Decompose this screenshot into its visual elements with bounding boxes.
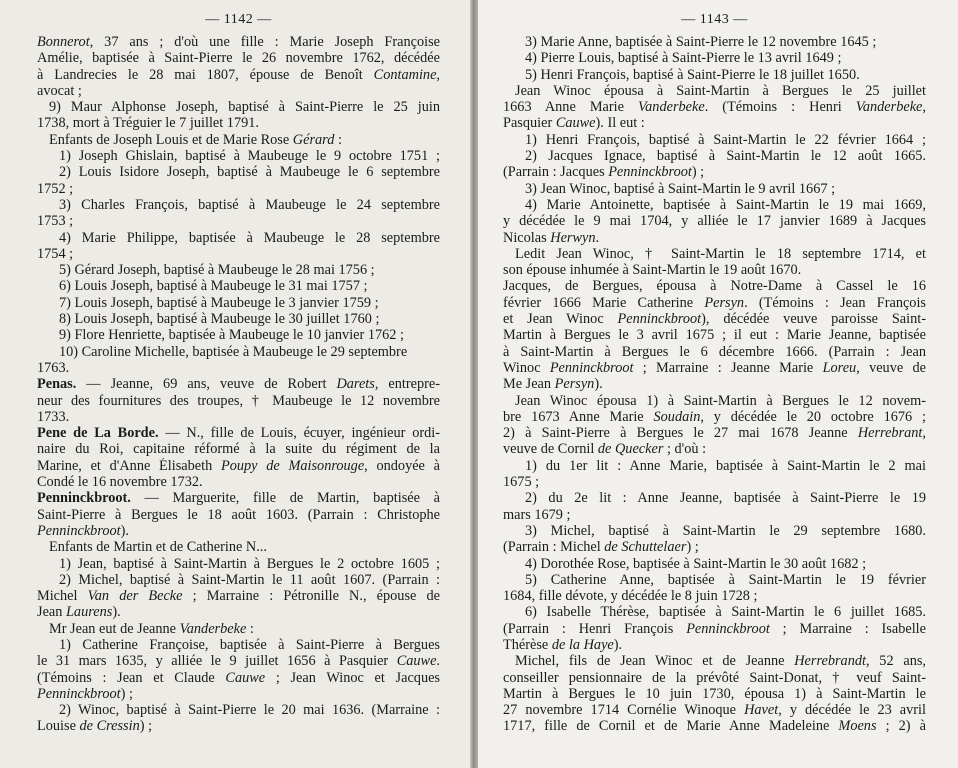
text-span: , ondoyée à: [364, 457, 440, 474]
text-span: février 1666 Marie Catherine: [503, 294, 705, 311]
text-line: [503, 115, 926, 131]
text-line: [503, 327, 926, 343]
text-line: [37, 246, 440, 262]
text-body: [503, 34, 926, 735]
text-span: 5) Gérard Joseph, baptisé à Maubeuge le 28 mai 1756 ;: [59, 262, 375, 279]
text-span: ).: [594, 376, 603, 393]
text-span: ) ;: [691, 164, 705, 181]
italic-name: Gérard: [292, 131, 335, 148]
text-line: [503, 441, 926, 457]
text-span: veuve de Cornil: [503, 441, 598, 458]
text-span: 1754 ;: [37, 245, 74, 262]
text-line: [37, 409, 440, 425]
text-span: 1753 ;: [37, 213, 74, 230]
text-line: [37, 425, 440, 441]
italic-name: Vanderbeke: [638, 99, 705, 116]
text-line: [37, 441, 440, 457]
text-line: [37, 327, 440, 343]
italic-name: Penninckbroot: [617, 311, 702, 328]
text-span: 5) Catherine Anne, baptisée à Saint-Martin le 19 février: [525, 571, 926, 588]
text-line: [37, 197, 440, 213]
text-span: 2) Winoc, baptisé à Saint-Pierre le 20 mai 1636. (Marraine :: [59, 702, 440, 719]
text-span: (Témoins : Jean et Claude: [37, 669, 226, 686]
text-span: 2) Michel, baptisé à Saint-Martin le 11 août 1607. (Parrain :: [59, 571, 440, 588]
text-span: ).: [613, 636, 623, 653]
text-span: 1733.: [37, 408, 70, 425]
text-span: Thérèse: [503, 636, 552, 653]
text-span: mars 1679 ;: [503, 506, 571, 523]
text-span: ; Marraine : Isabelle: [769, 620, 926, 637]
text-span: 4) Dorothée Rose, baptisée à Saint-Martin le 30 août 1682 ;: [525, 555, 867, 572]
text-line: [37, 718, 440, 734]
text-line: [503, 572, 926, 588]
italic-name: Persyn: [704, 294, 745, 311]
text-span: 1763.: [37, 359, 70, 376]
text-span: Nicolas: [503, 229, 551, 246]
text-span: ; Marraine : Pétronille N., épouse de: [182, 588, 440, 605]
text-line: [37, 181, 440, 197]
italic-name: Penninckbroot: [37, 685, 121, 702]
text-span: Mr Jean eut de Jeanne: [49, 620, 180, 637]
italic-name: de Quecker: [597, 441, 664, 458]
text-line: [503, 409, 926, 425]
page-number: — 1143 —: [681, 12, 748, 27]
italic-name: Penninckbroot: [37, 522, 121, 539]
text-span: Martin à Bergues le 10 juin 1730, épousa 1) à Saint-Martin le: [503, 685, 926, 702]
text-line: [503, 637, 926, 653]
italic-name: Poupy de Maisonrouge: [220, 457, 365, 474]
text-span: 1) Jean, baptisé à Saint-Martin à Bergues le 2 octobre 1605 ;: [59, 555, 440, 572]
text-line: [503, 588, 926, 604]
text-line: [37, 311, 440, 327]
text-line: [503, 83, 926, 99]
text-line: [503, 686, 926, 702]
text-span: à Saint-Martin à Bergues le 6 décembre 1666. (Parrain : Jean: [503, 343, 926, 360]
italic-name: de Cressin: [79, 718, 140, 735]
text-line: [503, 670, 926, 686]
text-span: 9) Maur Alphonse Joseph, baptisé à Saint-Pierre le 25 juin: [49, 99, 440, 116]
text-span: 3) Jean Winoc, baptisé à Saint-Martin le 9 avril 1667 ;: [525, 180, 836, 197]
italic-name: de la Haye: [551, 636, 614, 653]
text-line: [37, 474, 440, 490]
text-span: ; Marraine : Jeanne Marie: [633, 359, 823, 376]
text-span: 8) Louis Joseph, baptisé à Maubeuge le 30 juillet 1760 ;: [59, 311, 380, 328]
text-line: [37, 344, 440, 360]
text-line: [37, 360, 440, 376]
italic-name: Vanderbeke: [855, 99, 923, 116]
text-span: Amélie, baptisée à Saint-Pierre le 26 novembre 1762, décédée: [37, 50, 440, 67]
text-span: Jacques, de Bergues, épousa à Notre-Dame à Cassel le 16: [503, 278, 926, 295]
text-span: 1) du 1er lit : Anne Marie, baptisée à Saint-Martin le 2 mai: [525, 457, 926, 474]
text-span: ; Jean Winoc et Jacques: [265, 669, 440, 686]
text-line: [503, 425, 926, 441]
text-line: [503, 360, 926, 376]
text-span: (Parrain : Michel: [503, 539, 605, 556]
text-line: [37, 653, 440, 669]
text-span: Jean Winoc épousa 1) à Saint-Martin à Bergues le 12 novem-: [515, 392, 926, 409]
italic-name: Moens: [838, 718, 877, 735]
text-line: [37, 83, 440, 99]
text-span: .: [595, 229, 600, 246]
text-span: et Jean Winoc: [503, 311, 618, 328]
italic-name: Bonnerot: [37, 34, 90, 50]
text-line: [37, 376, 440, 392]
text-line: [503, 393, 926, 409]
text-span: ,: [922, 99, 926, 116]
italic-name: Herrebrant: [857, 425, 923, 442]
text-span: ). Il eut :: [595, 115, 645, 132]
italic-name: Havet: [744, 702, 779, 719]
text-line: [503, 604, 926, 620]
italic-name: Penninckbroot: [608, 164, 692, 181]
page-number: — 1142 —: [205, 12, 272, 27]
text-span: conseiller pensionnaire de la prévôté Saint-Donat, † veuf Saint-: [503, 669, 926, 686]
text-span: ).: [120, 522, 129, 539]
text-line: [503, 621, 926, 637]
text-span: . (Témoins : Jean François: [744, 294, 926, 311]
text-span: à Landrecies le 28 mai 1807, épouse de Benoît: [37, 66, 374, 83]
text-line: [503, 490, 926, 506]
text-span: 3) Charles François, baptisé à Maubeuge le 24 septembre: [59, 196, 440, 213]
text-span: , 52 ans,: [865, 653, 926, 670]
text-span: Marine, et d'Anne Élisabeth: [37, 457, 221, 474]
text-line: [37, 262, 440, 278]
text-span: Winoc: [503, 359, 550, 376]
text-line: [503, 213, 926, 229]
text-span: 10) Caroline Michelle, baptisée à Maubeuge le 29 septembre: [59, 343, 408, 360]
text-span: Michel, fils de Jean Winoc et de Jeanne: [515, 653, 795, 670]
text-line: [503, 181, 926, 197]
text-line: [503, 262, 926, 278]
italic-name: Persyn: [554, 376, 595, 393]
italic-name: Cauwe: [225, 669, 266, 686]
text-line: [503, 34, 926, 50]
italic-name: de Schuttelaer: [604, 539, 687, 556]
text-span: Ledit Jean Winoc, † Saint-Martin le 18 septembre 1714, et: [515, 245, 926, 262]
text-span: 1) Catherine Françoise, baptisée à Saint-Pierre à Bergues: [59, 636, 440, 653]
text-span: 1663 Anne Marie: [503, 99, 638, 116]
text-line: [503, 702, 926, 718]
text-span: Saint-Pierre à Bergues le 18 août 1603. (Parrain : Christophe: [37, 506, 440, 523]
text-span: son épouse inhumée à Saint-Martin le 19 août 1670.: [503, 262, 802, 279]
italic-name: Soudain: [653, 408, 701, 425]
text-span: 2) à Saint-Pierre à Bergues le 27 mai 1678 Jeanne: [503, 425, 858, 442]
text-span: ).: [112, 604, 121, 621]
text-span: 1717, fille de Cornil et de Marie Anne Madeleine: [503, 718, 839, 735]
text-line: [503, 132, 926, 148]
text-line: [37, 148, 440, 164]
text-span: ; d'où :: [663, 441, 707, 458]
text-line: [503, 539, 926, 555]
text-span: 6) Isabelle Thérèse, baptisée à Saint-Martin le 6 juillet 1685.: [525, 604, 926, 621]
text-span: 1738, mort à Tréguier le 7 juillet 1791.: [37, 115, 259, 132]
text-span: Martin à Bergues le 3 avril 1675 ; il eut : Marie Jeanne, baptisée: [503, 327, 926, 344]
text-span: 3) Marie Anne, baptisée à Saint-Pierre le 12 novembre 1645 ;: [525, 34, 877, 50]
italic-name: Penninckbroot: [549, 359, 634, 376]
text-span: , y décédée le 23 avril: [778, 702, 926, 719]
text-span: . (Témoins : Henri: [704, 99, 856, 116]
text-span: .: [436, 653, 440, 670]
entry-heading: Penninckbroot.: [37, 490, 131, 507]
text-line: [503, 458, 926, 474]
text-line: [503, 99, 926, 115]
text-span: 3) Michel, baptisé à Saint-Martin le 29 septembre 1680.: [525, 522, 926, 539]
text-line: [37, 556, 440, 572]
text-line: [37, 702, 440, 718]
text-span: Enfants de Joseph Louis et de Marie Rose: [49, 131, 293, 148]
text-line: [37, 67, 440, 83]
text-line: [37, 50, 440, 66]
book-gutter: [470, 0, 478, 768]
text-span: Pasquier: [503, 115, 556, 132]
text-span: ) ;: [120, 685, 133, 702]
italic-name: Loreu: [822, 359, 857, 376]
text-span: ,: [436, 66, 440, 83]
text-span: avocat ;: [37, 82, 82, 99]
text-span: ; 2) à: [876, 718, 926, 735]
text-line: [37, 588, 440, 604]
italic-name: Penninckbroot: [686, 620, 770, 637]
text-line: [503, 164, 926, 180]
text-line: [503, 246, 926, 262]
italic-name: Vanderbeke: [179, 620, 247, 637]
italic-name: Cauwe: [555, 115, 596, 132]
text-line: [37, 539, 440, 555]
text-line: [37, 490, 440, 506]
text-span: , veuve de: [856, 359, 926, 376]
text-line: [37, 213, 440, 229]
text-line: [503, 344, 926, 360]
left-page: [0, 0, 470, 768]
text-line: [37, 637, 440, 653]
text-span: 4) Marie Antoinette, baptisée à Saint-Martin le 19 mai 1669,: [525, 196, 926, 213]
text-span: , 37 ans ; d'où une fille : Marie Joseph Françoise: [89, 34, 440, 50]
text-line: [37, 132, 440, 148]
text-line: [37, 278, 440, 294]
text-line: [503, 718, 926, 734]
text-line: [37, 604, 440, 620]
text-span: , y décédée le 20 octobre 1676 ;: [700, 408, 926, 425]
text-span: 4) Marie Philippe, baptisée à Maubeuge le 28 septembre: [59, 229, 440, 246]
italic-name: Herrebrandt: [794, 653, 866, 670]
text-line: [503, 311, 926, 327]
italic-name: Herwyn: [550, 229, 596, 246]
text-span: neur des fournitures des troupes, † Maubeuge le 12 novembre: [37, 392, 440, 409]
text-line: [37, 295, 440, 311]
text-span: — N., fille de Louis, écuyer, ingénieur ordi-: [158, 425, 440, 442]
italic-name: Darets: [336, 376, 375, 393]
text-span: le 31 mars 1635, y alliée le 9 juillet 1656 à Pasquier: [37, 653, 397, 670]
text-line: [503, 523, 926, 539]
text-span: , entrepre-: [374, 376, 440, 393]
text-span: — Marguerite, fille de Martin, baptisée à: [130, 490, 440, 507]
text-span: (Parrain : Henri François: [503, 620, 687, 637]
text-span: Condé le 16 novembre 1732.: [37, 474, 203, 491]
text-span: 27 novembre 1714 Cornélie Winoque: [503, 702, 745, 719]
entry-heading: Penas.: [37, 376, 77, 393]
text-line: [503, 50, 926, 66]
text-line: [503, 197, 926, 213]
right-page: [478, 0, 958, 768]
text-line: [503, 474, 926, 490]
text-span: 2) du 2e lit : Anne Jeanne, baptisée à Saint-Pierre le 19: [525, 490, 926, 507]
text-line: [503, 278, 926, 294]
text-span: 6) Louis Joseph, baptisé à Maubeuge le 31 mai 1757 ;: [59, 278, 368, 295]
text-span: 4) Pierre Louis, baptisé à Saint-Pierre le 13 avril 1649 ;: [525, 50, 842, 67]
text-span: ,: [922, 425, 926, 442]
text-span: Jean: [37, 604, 66, 621]
text-line: [37, 572, 440, 588]
text-span: ) ;: [686, 539, 699, 556]
text-span: bre 1673 Anne Marie: [503, 408, 654, 425]
text-line: [503, 148, 926, 164]
text-span: 1675 ;: [503, 474, 540, 491]
text-span: Jean Winoc épousa à Saint-Martin à Bergues le 25 juillet: [515, 82, 926, 99]
text-line: [37, 99, 440, 115]
text-span: ) ;: [139, 718, 153, 735]
text-span: naire du Roi, capitaine réformé à la suite du régiment de la: [37, 441, 440, 458]
text-span: 1684, fille dévote, y décédée le 8 juin 1728 ;: [503, 588, 758, 605]
text-line: [37, 523, 440, 539]
text-span: (Parrain : Jacques: [503, 164, 609, 181]
text-span: ), décédée veuve paroisse Saint-: [701, 311, 926, 328]
text-line: [37, 230, 440, 246]
text-span: 1) Henri François, baptisé à Saint-Martin le 22 février 1664 ;: [525, 131, 926, 148]
italic-name: Laurens: [65, 604, 113, 621]
text-span: :: [334, 131, 342, 148]
text-line: [37, 621, 440, 637]
text-line: [37, 34, 440, 50]
text-line: [37, 115, 440, 131]
text-span: :: [246, 620, 254, 637]
text-line: [37, 670, 440, 686]
text-span: 9) Flore Henriette, baptisée à Maubeuge le 10 janvier 1762 ;: [59, 327, 404, 344]
text-span: — Jeanne, 69 ans, veuve de Robert: [76, 376, 337, 393]
text-span: Enfants de Martin et de Catherine N...: [49, 539, 267, 556]
text-span: 7) Louis Joseph, baptisé à Maubeuge le 3 janvier 1759 ;: [59, 294, 379, 311]
text-body: [37, 34, 440, 735]
text-line: [37, 507, 440, 523]
text-span: 2) Jacques Ignace, baptisé à Saint-Martin le 12 août 1665.: [525, 148, 926, 165]
text-span: Me Jean: [503, 376, 555, 393]
text-span: 5) Henri François, baptisé à Saint-Pierre le 18 juillet 1650.: [525, 66, 860, 83]
text-line: [37, 393, 440, 409]
italic-name: Contamine: [373, 66, 437, 83]
text-line: [37, 686, 440, 702]
text-line: [503, 295, 926, 311]
text-line: [503, 507, 926, 523]
text-line: [503, 556, 926, 572]
text-span: 1752 ;: [37, 180, 74, 197]
italic-name: Van der Becke: [87, 588, 183, 605]
text-line: [37, 458, 440, 474]
text-line: [503, 653, 926, 669]
text-span: 2) Louis Isidore Joseph, baptisé à Maubeuge le 6 septembre: [59, 164, 440, 181]
text-line: [37, 164, 440, 180]
text-span: y décédée le 9 mai 1704, y alliée le 17 janvier 1689 à Jacques: [503, 213, 926, 230]
italic-name: Cauwe: [396, 653, 437, 670]
text-line: [503, 230, 926, 246]
text-span: Louise: [37, 718, 80, 735]
text-line: [503, 67, 926, 83]
text-span: 1) Joseph Ghislain, baptisé à Maubeuge le 9 octobre 1751 ;: [59, 148, 440, 165]
entry-heading: Pene de La Borde.: [37, 425, 159, 442]
text-line: [503, 376, 926, 392]
text-span: Michel: [37, 588, 88, 605]
